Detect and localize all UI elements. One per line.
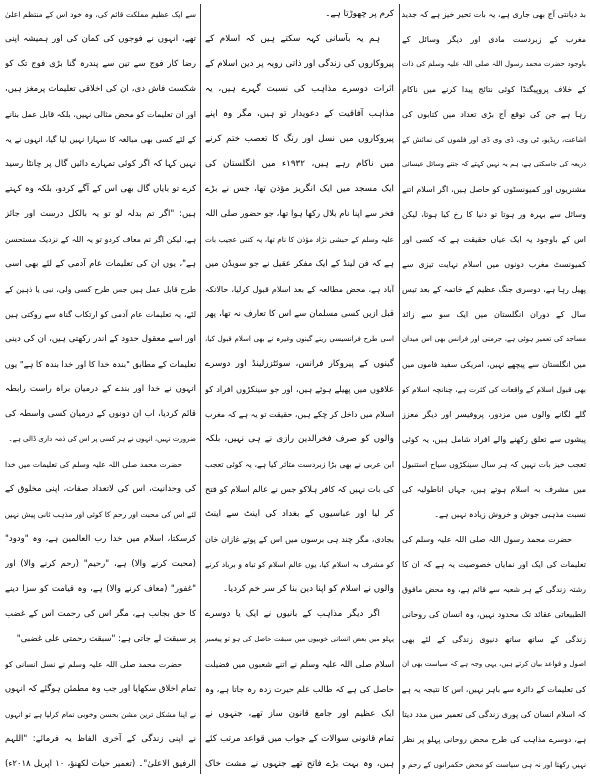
text-line: وسائل سے بہرہ ور ہوتا تو دنیا کا رخ کیا ہوتا، لیکن bbox=[402, 210, 586, 219]
text-line: اسی طرح فرانسیسی رینے گینوں وغیرہ نے بھی اسلام قبول کیا، bbox=[205, 335, 394, 343]
text-line: الطبیعاتی عقائد تک محدود نہیں، وہ انسان کی روحانی bbox=[402, 610, 586, 619]
text-line: شکست فاش دی، ان کی اخلاقی تعلیمات پرمغز ہیں، bbox=[5, 84, 196, 94]
text-line: پیروکاروں میں نسل اور رنگ کا تعصب ختم کرنے bbox=[205, 134, 394, 144]
text-line: کی تعلیمات کے دائرہ سے باہر نہیں، اس کا نتیجہ یہ ہے bbox=[402, 685, 586, 694]
text-line: حاصل کی ہے کہ طالب علم حیرت زدہ رہ جاتا ہے، وہ bbox=[205, 684, 394, 694]
text-line: بجادی، مگر چند ہی برسوں میں اس کے پوتے غازان خان bbox=[205, 535, 394, 544]
text-line: ایک مسجد میں ایک انگریز مؤذن تھا، جس نے بڑے bbox=[205, 184, 394, 194]
text-line: علیہ وسلم کے حبشی نژاد مؤذن کا نام تھا، یہ کتنی عجیب بات bbox=[205, 235, 394, 244]
text-line: میں ناکام رہے ہیں، ۱۹۳۲ء میں انگلستان کی bbox=[205, 159, 394, 169]
text-line: حضرت محمد رسول اللہ صلی اللہ علیہ وسلم کی bbox=[402, 535, 572, 544]
text-line: نہیں کہا کہ اگر کوئی تمہارے دائیں گال پر چانٹا رسید bbox=[5, 159, 196, 169]
text-line: نے اپنی زندگی کے آخری الفاظ یہ فرمائے: "اللہم bbox=[5, 734, 196, 744]
text-line: کی بات نہیں کہ کافر ہلاکو جس نے عالم اسلام کو فتح bbox=[205, 484, 394, 494]
text-line: کرے تو بایاں گال بھی اس کے آگے کردو، بلکہ وہ کہتے bbox=[5, 184, 196, 194]
text-line: مذاہب آفاقیت کے دعویدار تو ہیں، مگر وہ اپنے bbox=[205, 109, 394, 119]
text-line: مشنریوں اور کمیونسٹوں کو حاصل ہیں، اگر اسلام اتنے bbox=[402, 185, 586, 194]
paragraph bbox=[5, 452, 196, 652]
paragraph bbox=[5, 2, 196, 452]
text-line: کر لیا اور عباسیوں کے بغداد کی اینٹ سے اینٹ bbox=[205, 509, 394, 519]
paragraph bbox=[402, 2, 586, 527]
text-line: اشاعت، ریڈیو، ٹی وی، ڈی وی ڈی اور فلموں کی نمائش کے bbox=[402, 135, 586, 144]
text-line: پھیل رہا ہے، دوسری جنگ عظیم کے خاتمہ کے بعد تیس bbox=[402, 285, 586, 294]
text-line: اسلام صلی اللہ علیہ وسلم نے اتنے شعبوں میں فضیلت bbox=[205, 659, 394, 669]
text-line: مساجد کی تعمیر ہوئی ہے، جرمنی اور فرانس بھی اس میدان bbox=[402, 335, 586, 343]
text-line: نے اپنا مشکل ترین مشن بحسن وخوبی تمام کرلیا ہے تو انہوں bbox=[5, 710, 196, 719]
text-line: اسلام میں داخل کر چکے ہیں، حقیقت تو یہ ہے کہ مغرب bbox=[205, 410, 394, 419]
text-line: کے لئے کسی بھی مبالغہ کا سہارا نہیں لیا گیا، انہوں نے یہ bbox=[5, 135, 196, 144]
text-line: گینوں کے پیروکار فرانس، سوئٹزرلینڈ اور دوسرے bbox=[205, 359, 394, 369]
paragraph bbox=[5, 652, 196, 777]
text-line: (محبت کرنے والا) ہے، "رحیم" (رحم کرنے والا) اور bbox=[5, 559, 196, 569]
text-line: ہے، دوسرے مذاہب کی طرح محض روحانی پہلو پر نظر bbox=[402, 735, 586, 744]
text-line: اثرات دوسرے مذاہب کی نسبت گہرے ہیں، یہ bbox=[205, 84, 394, 94]
text-line: کے خلاف پروپیگنڈا کوئی نتائج پیدا کرنے میں ناکام bbox=[402, 85, 586, 94]
text-line: تعجب خیز بات نہیں کہ ہر سال سینکڑوں سیاح استنبول bbox=[402, 460, 586, 469]
column-divider bbox=[200, 4, 201, 774]
text-line: باوجود حضرت محمد رسول اللہ صلی اللہ علیہ وسلم کی ذات bbox=[402, 60, 586, 68]
text-line: اور اسے معقول حدود کے اندر رکھتی ہیں، ان کی دینی bbox=[5, 334, 196, 344]
text-line: پیشوں سے تعلق رکھنے والے افراد شامل ہیں، یہ کوئی bbox=[402, 435, 586, 444]
text-line: ہیں، وہ بہت بڑے فاتح تھے جنہوں نے مشت خاک bbox=[205, 759, 394, 769]
text-line: ہے کہ فن لینڈ کے ایک مفکر عقیل نے جو سویڈن میں bbox=[205, 259, 394, 269]
paragraph bbox=[205, 27, 394, 602]
text-line: قبل ازیں کسی مسلمان سے اس کا تعارف نہ تھا، پھر bbox=[205, 309, 394, 319]
text-line: ہیں: "اگر تم بدلہ لو تو یہ بالکل درست اور جائز bbox=[5, 209, 196, 219]
text-line: رشتہ زندگی کے ہر شعبہ سے قائم ہے، وہ محض مافوق bbox=[402, 585, 586, 594]
text-line: نسبت مذہبی جوش و خروش زیادہ نہیں ہے۔ bbox=[434, 510, 586, 519]
text-line: اصول و قواعد بیان کرتے ہیں، یہی وجہ ہے کہ سیاست بھی ان bbox=[402, 660, 586, 668]
text-line: تھے، انہوں نے فوجوں کی کمان کی اور ہمیشہ اپنی bbox=[5, 34, 196, 44]
text-line: والوں نے اسلام کو اپنا دین بنا کر سر خم کردیا۔ bbox=[222, 584, 394, 594]
text-line: اور ان تعلیمات کو محض مثالی نہیں، بلکہ قابل عمل بنانے bbox=[5, 110, 196, 119]
text-line: تعلیمات کے مطابق "بندہ خدا کا اور خدا بندہ کا ہے" یوں bbox=[5, 359, 196, 369]
text-line: کا حق بجانب ہے، مگر اس کی رحمت اس کے غضب bbox=[5, 609, 196, 619]
text-line: اگر دیگر مذاہب کے بانیوں نے ایک یا دوسرے bbox=[205, 609, 380, 619]
text-line: سے ایک عظیم مملکت قائم کی، وہ خود اس کے منتظم اعلیٰ bbox=[5, 10, 196, 19]
text-line: ہم یہ بآسانی کہہ سکتے ہیں کہ اسلام کے bbox=[205, 34, 380, 44]
text-line: طرح قابل عمل ہیں جس طرح کسی ولی، نبی یا ذہین کے bbox=[5, 285, 196, 294]
text-line: کرسکتا، اسلام میں خدا رب العالمین ہے، وہ "ودود" bbox=[5, 534, 196, 544]
text-line: بھی قبول اسلام کے واقعات کی کثرت ہے، چنانچہ اسلام کو bbox=[402, 385, 586, 394]
paragraph bbox=[402, 527, 586, 777]
text-line: تمام اخلاق سکھایا اور جب وہ مطمئن ہوگئے کہ انہوں bbox=[5, 684, 196, 694]
text-line: لئے اس کی محبت اور رحم کا کوئی اور مذہب ثانی پیش نہیں bbox=[5, 510, 196, 519]
text-line: کی وحدانیت، اس کی لاتعداد صفات، اپنی مخلوق کے bbox=[5, 484, 196, 494]
text-line: کرم پر چھوڑتا ہے۔ bbox=[325, 9, 394, 19]
text-line: ایک عظیم اور جامع قانون ساز تھے، جنہوں نے bbox=[205, 709, 394, 719]
text-line: گلے لگانے والوں میں مزدور، پروفیسر اور دیگر معزز bbox=[402, 410, 586, 419]
text-line: تعلیمات کی ایک اور نمایاں خصوصیت یہ ہے کہ ان کا bbox=[402, 560, 586, 569]
text-line: انہوں نے خدا اور بندے کے درمیان براہ راست رابطہ bbox=[5, 384, 196, 394]
text-line: پیروکاروں کی زندگی اور ذاتی رویہ پر دین اسلام کے bbox=[205, 59, 394, 69]
text-line: قائم کردیا، اب ان دونوں کے درمیان کسی واسطہ کی bbox=[5, 409, 196, 419]
text-line: ابن عربی نے بھی بڑا زبردست متاثر کیا ہے، یہ کوئی تعجب bbox=[205, 460, 394, 469]
text-line: ضرورت نہیں، انہوں نے ہر کسی پر اس کی ذمہ داری ڈالی ہے۔ bbox=[8, 435, 196, 443]
text-line: بد دیانتی آج بھی جاری ہے، یہ بات تحیر خیز ہے کہ جدید bbox=[402, 10, 586, 19]
text-line: فخر سے اپنا نام بلال رکھا ہوا تھا، جو حضور صلی اللہ bbox=[205, 209, 394, 219]
text-line: ہے، لیکن اگر تم معاف کردو تو یہ اللہ کے نزدیک مستحسن bbox=[5, 235, 196, 244]
article-column-middle bbox=[205, 2, 394, 777]
text-line: میں انگلستان سے پیچھے نہیں، امریکی سفید فاموں میں bbox=[402, 360, 586, 369]
text-line: آباد ہے، محض مطالعہ کے بعد اسلام قبول کرلیا، حالانکہ bbox=[205, 285, 394, 294]
text-line: کہ اسلام انسان کی پوری زندگی کی تعمیر میں مدد دیتا bbox=[402, 710, 586, 719]
text-line: حضرت محمد صلی اللہ علیہ وسلم نے نسل انسانی کو bbox=[5, 660, 182, 669]
text-line: پر سبقت لے جاتی ہے: "سبقت رحمتی علی غضبی" bbox=[16, 634, 196, 644]
text-line: پہلو میں بعض انسانی خوبیوں میں سبقت حاصل کی ہو تو پیغمبر bbox=[205, 635, 394, 643]
text-line: الرفیق الاعلیٰ"۔ (تعمیر حیات لکھنؤ، ۱۰ اپریل ۲۰۱۸ء) bbox=[5, 759, 196, 769]
text-line: ہے"، یوں ان کی تعلیمات عام آدمی کے لئے بھی اسی bbox=[5, 259, 196, 269]
text-line: سال کے دوران انگلستان میں ایک سو سے زائد bbox=[402, 310, 586, 319]
text-line: "غفور" (معاف کرنے والا) ہے، وہ قیامت کو سزا دینے bbox=[5, 584, 196, 594]
text-line: مغرب کے زبردست مادی اور دیگر وسائل کے bbox=[402, 35, 586, 44]
text-line: ذریعہ کی جاسکتی ہے، ہم یہ نہیں کہتے کہ جتنے وسائل عیسائی bbox=[402, 160, 586, 168]
text-line: رہا ہے جن کی توقع آج بڑی تعداد میں کتابوں کی bbox=[402, 110, 586, 119]
text-line: زندگی کے ساتھ ساتھ دنیوی زندگی کے لئے بھی bbox=[402, 635, 586, 644]
text-line: میں مشرف بہ اسلام ہوتے ہیں، جہاں اناطولیہ کی bbox=[402, 485, 586, 494]
text-line: کمیونسٹ مغرب دونوں میں اسلام نہایت تیزی سے bbox=[402, 260, 586, 269]
text-line: تمام قانونی سوالات کے جواب میں قواعد مرتب کئے bbox=[205, 734, 394, 744]
text-line: نہیں رکھتا اور نہ ہی سیاست کو محض حکمرانوں کے رحم و bbox=[402, 760, 586, 769]
text-line: اس کے باوجود یہ ایک عیاں حقیقت ہے کہ کسی اور bbox=[402, 235, 586, 244]
paragraph bbox=[205, 2, 394, 27]
text-line: حضرت محمد صلی اللہ علیہ وسلم کی تعلیمات میں خدا bbox=[5, 460, 182, 469]
article-column-right bbox=[402, 2, 586, 777]
text-line: علاقوں میں پھیلے ہوئے ہیں، اور جو سینکڑوں افراد کو bbox=[205, 384, 394, 394]
text-line: کو مشرف بہ اسلام کیا، یوں عالم اسلام کو تباہ و برباد کرنے bbox=[205, 560, 394, 569]
column-divider bbox=[399, 4, 400, 774]
text-line: رضا کار فوج سے تین سے پندرہ گنا بڑی فوج تک کو bbox=[5, 59, 196, 69]
text-line: لئے، یہ تعلیمات عام آدمی کو ارتکاب گناہ سے روکتی ہیں bbox=[5, 310, 196, 319]
text-line: والوں کو صرف فخرالدین رازی نے ہی نہیں، بلکہ bbox=[205, 434, 394, 444]
paragraph bbox=[205, 602, 394, 777]
article-column-left bbox=[5, 2, 196, 777]
